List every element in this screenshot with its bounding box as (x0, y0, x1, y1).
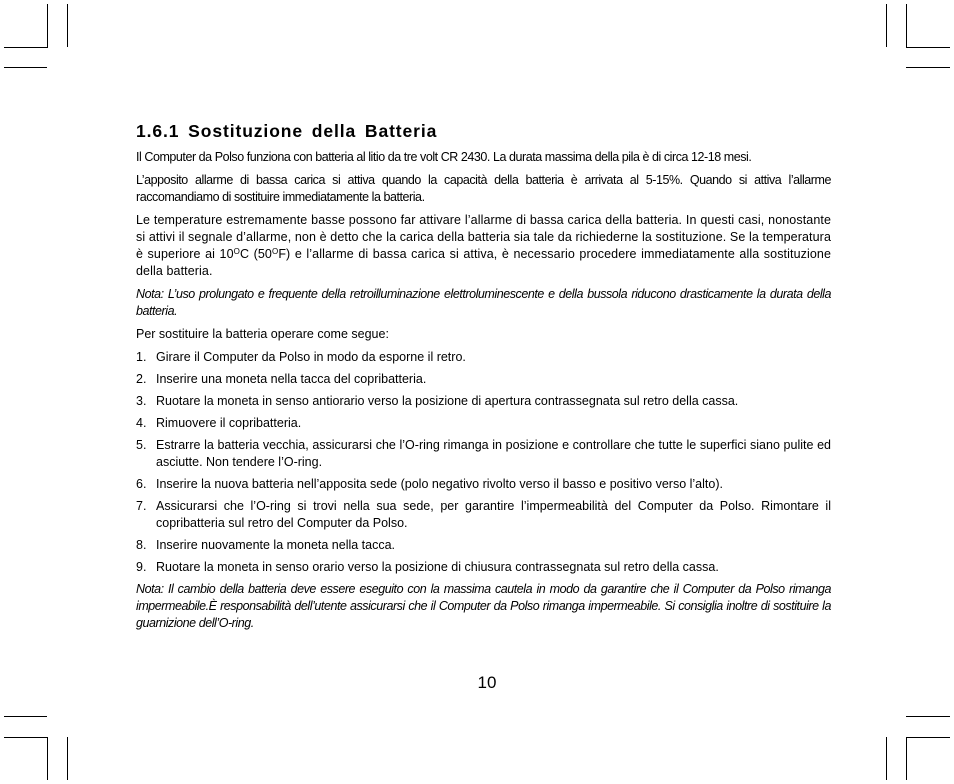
step-number: 6. (136, 477, 147, 491)
list-item (136, 371, 831, 388)
crop-mark (67, 4, 68, 47)
low-battery-alarm-paragraph: L’apposito allarme di bassa carica si attiva quando la capacità della batteria è arrivata al 5-15%. Quando si attiva l’allarme raccomandiamo di sostituire immediatamente la batteria. (136, 173, 831, 204)
backlight-note: Nota: L’uso prolungato e frequente della retroilluminazione elettroluminescente e della bussola riducono drasticamente la durata della batteria. (136, 287, 831, 318)
crop-mark (906, 4, 907, 47)
text-fragment: Le temperature estremamente basse possono far attivare l’allarme di bassa carica della batteria. In questi casi, nonostante si attivi il segnale d’allarme, non è detto che la carica della batteria sia tale da richiederne la sostituzione. Se la temperatura è superiore ai 10 (136, 213, 831, 261)
list-item (136, 476, 831, 493)
crop-mark (906, 737, 907, 780)
text-fragment: C (50 (239, 247, 272, 261)
list-item (136, 437, 831, 471)
step-text: Inserire una moneta nella tacca del copribatteria. (156, 372, 427, 386)
section-title: 1.6.1 Sostituzione della Batteria (136, 121, 438, 141)
list-item (136, 537, 831, 554)
step-number: 2. (136, 372, 147, 386)
list-item (136, 415, 831, 432)
cold-temperature-paragraph (136, 212, 831, 280)
crop-mark (906, 67, 950, 68)
crop-mark (906, 737, 950, 738)
step-text: Inserire la nuova batteria nell’apposita sede (polo negativo rivolto verso il basso e positivo verso l’alto). (156, 477, 723, 491)
crop-mark (886, 737, 887, 780)
procedure-intro: Per sostituire la batteria operare come segue: (136, 327, 389, 341)
degree-symbol: O (271, 247, 279, 256)
step-number: 5. (136, 438, 147, 452)
crop-mark (4, 67, 47, 68)
step-text: Girare il Computer da Polso in modo da esporne il retro. (156, 350, 466, 364)
battery-type-paragraph: Il Computer da Polso funziona con batteria al litio da tre volt CR 2430. La durata massima della pila è di circa 12-18 mesi. (136, 150, 752, 164)
step-number: 7. (136, 499, 147, 513)
crop-mark (906, 716, 950, 717)
list-item (136, 349, 831, 366)
crop-mark (906, 47, 950, 48)
step-text: Ruotare la moneta in senso antiorario verso la posizione di apertura contrassegnata sul retro della cassa. (156, 394, 739, 408)
list-item (136, 393, 831, 410)
degree-symbol: O (233, 247, 240, 256)
page-number: 10 (477, 673, 497, 692)
step-number: 3. (136, 394, 147, 408)
step-text: Rimuovere il copribatteria. (156, 416, 302, 430)
list-item (136, 498, 831, 532)
waterproof-note: Nota: Il cambio della batteria deve essere eseguito con la massima cautela in modo da garantire che il Computer da Polso rimanga impermeabile.È responsabilità dell’utente assicurarsi che il Computer da Polso rimanga impermeabile. Si consiglia inoltre di sostituire la guarnizione dell’O-ring. (136, 582, 831, 630)
step-number: 1. (136, 350, 147, 364)
step-number: 8. (136, 538, 147, 552)
step-number: 9. (136, 560, 147, 574)
crop-mark (4, 737, 48, 738)
procedure-steps (136, 349, 831, 576)
crop-mark (886, 4, 887, 47)
step-text: Ruotare la moneta in senso orario verso la posizione di chiusura contrassegnata sul retro della cassa. (156, 560, 719, 574)
text-fragment: F) e l’allarme di bassa carica si attiva, è necessario procedere immediatamente alla sostituzione della batteria. (136, 247, 831, 278)
list-item (136, 559, 831, 576)
crop-mark (4, 47, 48, 48)
crop-mark (47, 4, 48, 47)
step-text: Assicurarsi che l’O-ring si trovi nella sua sede, per garantire l’impermeabilità del Computer da Polso. Rimontare il copribatteria sul retro del Computer da Polso. (156, 499, 831, 530)
step-text: Estrarre la batteria vecchia, assicurarsi che l’O-ring rimanga in posizione e controllare che tutte le superfici siano pulite ed asciutte. Non tendere l’O-ring. (156, 438, 831, 469)
crop-mark (67, 737, 68, 780)
step-number: 4. (136, 416, 147, 430)
page-content (136, 121, 831, 638)
step-text: Inserire nuovamente la moneta nella tacca. (156, 538, 396, 552)
crop-mark (4, 716, 47, 717)
crop-mark (47, 737, 48, 780)
